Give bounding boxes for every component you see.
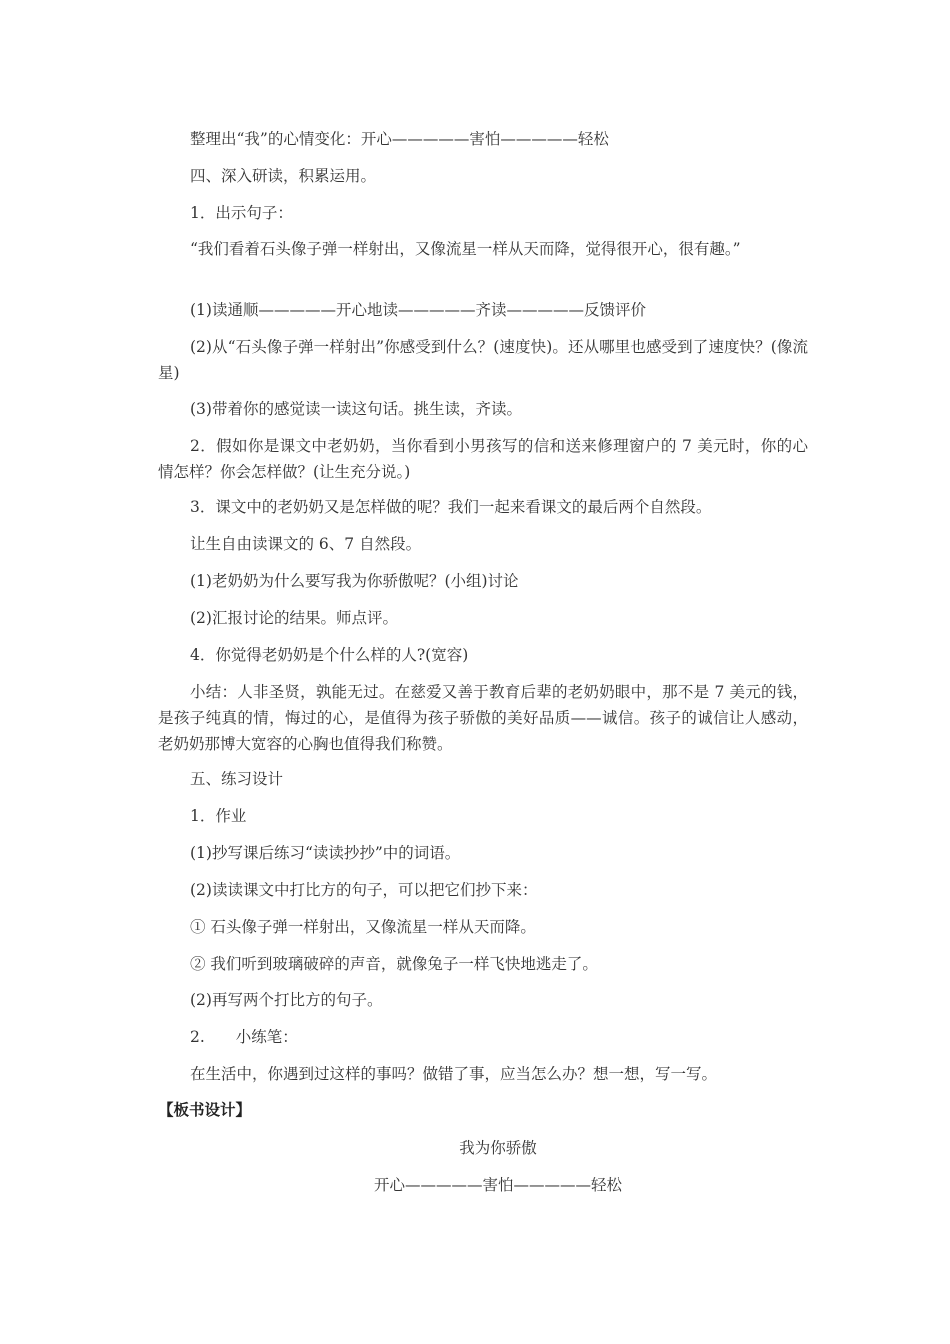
paragraph: 2. 小练笔： — [190, 1028, 298, 1046]
list-item: ① 石头像子弹一样射出，又像流星一样从天而降。 — [190, 918, 536, 936]
quoted-sentence: “我们看着石头像子弹一样射出，又像流星一样从天而降，觉得很开心，很有趣。” — [190, 240, 741, 258]
board-line: 开心—————害怕—————轻松 — [373, 1176, 622, 1194]
paragraph: 让生自由读课文的 6、7 自然段。 — [190, 535, 422, 553]
paragraph: (1)抄写课后练习“读读抄抄”中的词语。 — [190, 844, 461, 862]
paragraph: 2．假如你是课文中老奶奶，当你看到小男孩写的信和送来修理窗户的 7 美元时，你的心情怎样？你会怎样做？(让生充分说。) — [158, 437, 808, 481]
paragraph: (2)汇报讨论的结果。师点评。 — [190, 609, 398, 627]
paragraph: 1．出示句子： — [190, 204, 293, 222]
paragraph: 1．作业 — [190, 807, 247, 825]
paragraph: (2)读读课文中打比方的句子，可以把它们抄下来： — [190, 881, 538, 899]
paragraph: (3)带着你的感觉读一读这句话。挑生读，齐读。 — [190, 400, 522, 418]
paragraph: (1)读通顺—————开心地读—————齐读—————反馈评价 — [190, 301, 646, 319]
section-heading: 五、练习设计 — [190, 770, 284, 788]
paragraph: 3．课文中的老奶奶又是怎样做的呢？我们一起来看课文的最后两个自然段。 — [190, 498, 712, 516]
list-item: ② 我们听到玻璃破碎的声音，就像兔子一样飞快地逃走了。 — [190, 955, 598, 973]
section-heading: 四、深入研读，积累运用。 — [190, 167, 377, 185]
paragraph: 4．你觉得老奶奶是个什么样的人?(宽容) — [190, 646, 469, 664]
paragraph: (2)从“石头像子弹一样射出”你感受到什么？(速度快)。还从哪里也感受到了速度快？(像流星) — [158, 338, 808, 382]
paragraph: (2)再写两个打比方的句子。 — [190, 991, 383, 1009]
paragraph: 在生活中，你遇到过这样的事吗？做错了事，应当怎么办？想一想，写一写。 — [190, 1065, 718, 1083]
board-title: 我为你骄傲 — [459, 1139, 537, 1157]
board-design-heading: 【板书设计】 — [158, 1100, 252, 1119]
paragraph: (1)老奶奶为什么要写我为你骄傲呢？(小组)讨论 — [190, 572, 519, 590]
summary-paragraph: 小结：人非圣贤，孰能无过。在慈爱又善于教育后辈的老奶奶眼中，那不是 7 美元的钱，是孩子纯真的情，悔过的心，是值得为孩子骄傲的美好品质——诚信。孩子的诚信让人感动，老奶奶那博大宽容的心胸也值得我们称赞。 — [158, 683, 808, 753]
paragraph: 整理出“我”的心情变化：开心—————害怕—————轻松 — [190, 130, 609, 148]
